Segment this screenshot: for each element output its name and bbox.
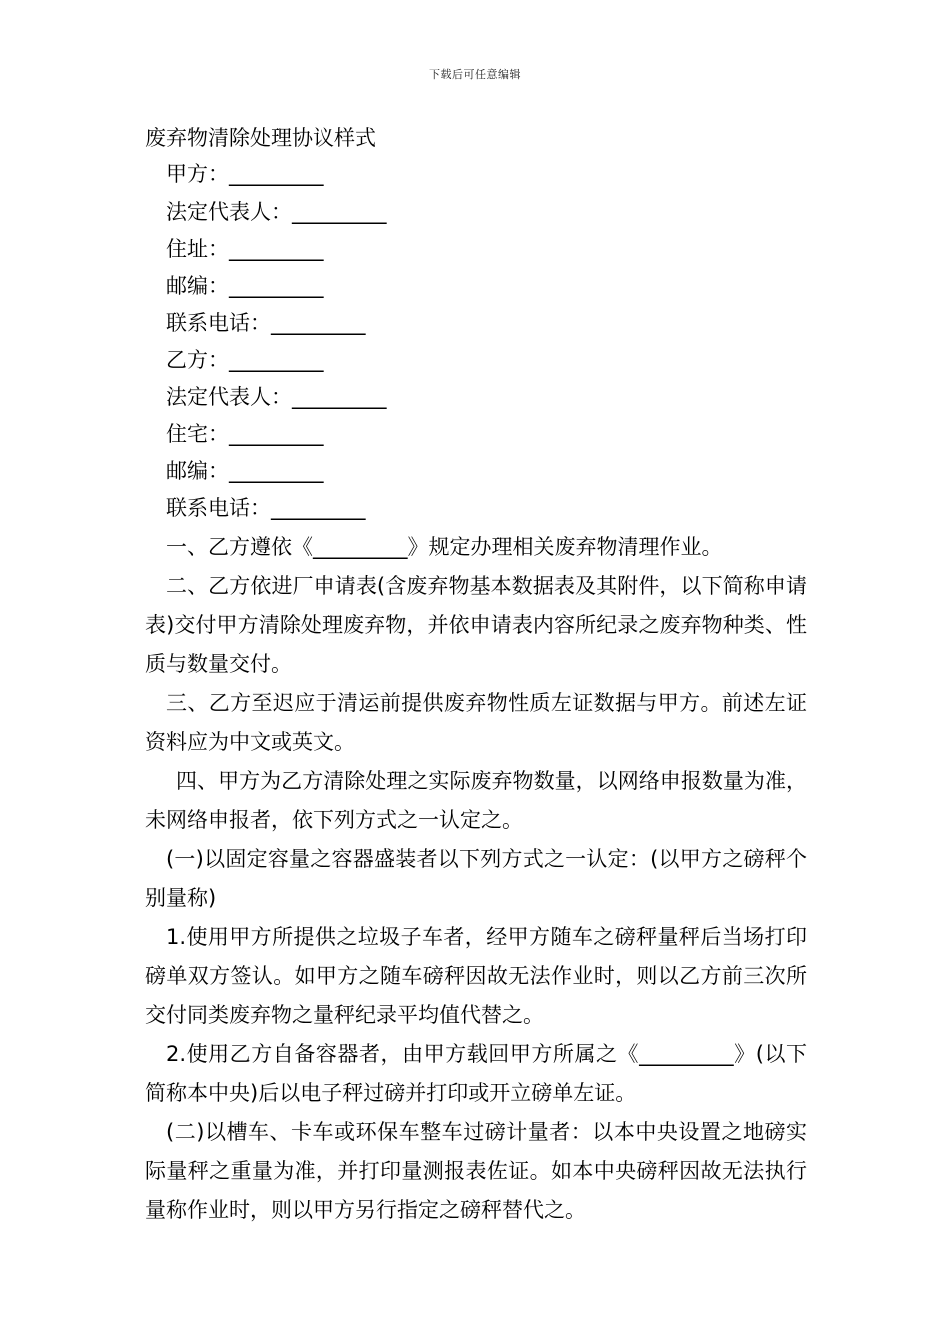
party-b-postcode-field: 邮编：_________ <box>166 459 324 483</box>
party-a-phone-field: 联系电话：_________ <box>166 311 366 335</box>
clause-4: 四、甲方为乙方清除处理之实际废弃物数量，以网络申报数量为准，未网络申报者，依下列方式之一认定之。 <box>145 769 807 832</box>
clause-4-item-1-sub-1: 1.使用甲方所提供之垃圾子车者，经甲方随车之磅秤量秤后当场打印磅单双方签认。如甲方之随车磅秤因故无法作业时，则以乙方前三次所交付同类废弃物之量秤纪录平均值代替之。 <box>145 925 807 1027</box>
document-title: 废弃物清除处理协议样式 <box>145 126 376 150</box>
clause-3: 三、乙方至迟应于清运前提供废弃物性质左证数据与甲方。前述左证资料应为中文或英文。 <box>145 691 807 754</box>
party-a-representative-field: 法定代表人：_________ <box>166 200 387 224</box>
agreement-body <box>145 528 807 1230</box>
party-a-address-field: 住址：_________ <box>166 237 324 261</box>
party-b-phone-field: 联系电话：_________ <box>166 496 366 520</box>
party-a-postcode-field: 邮编：_________ <box>166 274 324 298</box>
party-b-representative-field: 法定代表人：_________ <box>166 385 387 409</box>
party-b-name-field: 乙方：_________ <box>166 348 324 372</box>
party-a-name-field: 甲方：_________ <box>166 162 324 186</box>
clause-1: 一、乙方遵依《_________》规定办理相关废弃物清理作业。 <box>166 535 723 559</box>
page-header-note: 下载后可任意编辑 <box>429 68 521 81</box>
clause-4-item-1-sub-2: 2.使用乙方自备容器者，由甲方载回甲方所属之《_________》(以下简称本中央)后以电子秤过磅并打印或开立磅单左证。 <box>145 1042 807 1105</box>
clause-2: 二、乙方依进厂申请表(含废弃物基本数据表及其附件，以下简称申请表)交付甲方清除处理废弃物，并依申请表内容所纪录之废弃物种类、性质与数量交付。 <box>145 574 807 676</box>
clause-4-item-2: (二)以槽车、卡车或环保车整车过磅计量者：以本中央设置之地磅实际量秤之重量为准，并打印量测报表佐证。如本中央磅秤因故无法执行量称作业时，则以甲方另行指定之磅秤替代之。 <box>145 1120 807 1222</box>
party-b-residence-field: 住宅：_________ <box>166 422 324 446</box>
clause-4-item-1: (一)以固定容量之容器盛装者以下列方式之一认定：(以甲方之磅秤个别量称) <box>145 847 807 910</box>
